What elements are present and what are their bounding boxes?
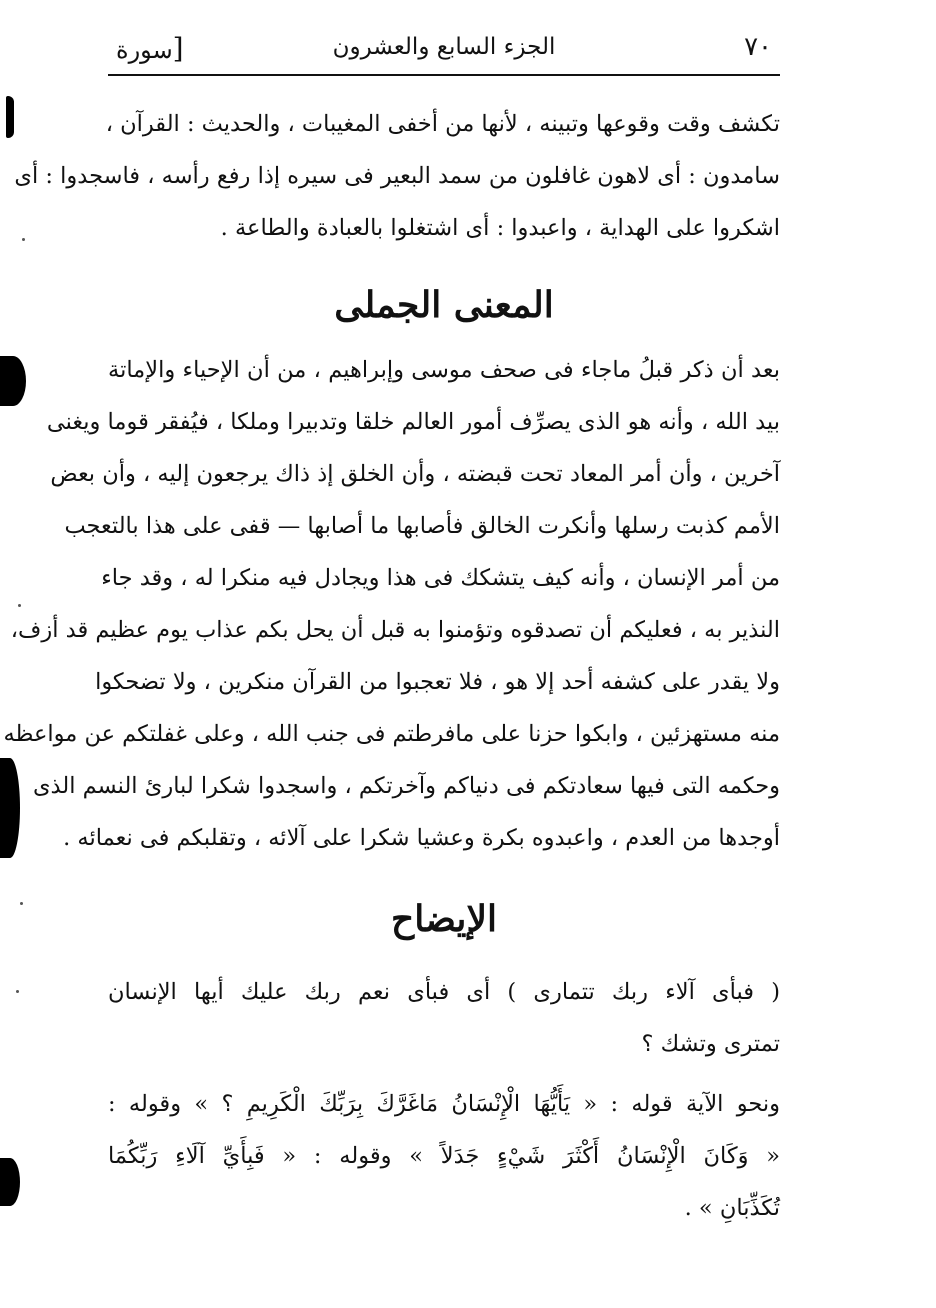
section-2-paragraph-1 xyxy=(108,966,780,1070)
text-line: تُكَذِّبَانِ » . xyxy=(684,1195,780,1221)
text-line: بيد الله ، وأنه هو الذى يصرِّف أمور العالم خلقا وتدبيرا وملكا ، فيُفقر قوما ويغنى xyxy=(46,409,780,435)
text-line: آخرين ، وأن أمر المعاد تحت قبضته ، وأن الخلق إذ ذاك يرجعون إليه ، وأن بعض xyxy=(50,461,780,487)
text-line: « وَكَانَ الْإِنْسَانُ أَكْثَرَ شَيْءٍ جَدَلاً » وقوله : « فَبِأَيِّ آلَاءِ رَبِّكُمَا xyxy=(108,1143,780,1169)
text-line: من أمر الإنسان ، وأنه كيف يتشكك فى هذا ويجادل فيه منكرا له ، وقد جاء xyxy=(101,565,780,591)
scan-margin-mark xyxy=(6,96,14,138)
text-line: بعد أن ذكر قبلُ ماجاء فى صحف موسى وإبراهيم ، من أن الإحياء والإماتة xyxy=(108,357,780,383)
page-number: ٧٠ xyxy=(744,32,772,62)
text-line: النذير به ، فعليكم أن تصدقوه وتؤمنوا به قبل أن يحل بكم عذاب يوم عظيم قد أزف، xyxy=(10,617,780,643)
section-1-paragraph xyxy=(3,344,780,864)
text-line: وحكمه التى فيها سعادتكم فى دنياكم وآخرتكم ، واسجدوا شكرا لبارئ النسم الذى xyxy=(32,773,780,799)
text-line: اشكروا على الهداية ، واعبدوا : أى اشتغلوا بالعبادة والطاعة . xyxy=(220,215,780,241)
scan-speck xyxy=(20,902,23,905)
text-line: الأمم كذبت رسلها وأنكرت الخالق فأصابها ما أصابها — قفى على هذا بالتعجب xyxy=(64,513,780,539)
section-heading: المعنى الجملى xyxy=(334,284,554,326)
text-line: منه مستهزئين ، وابكوا حزنا على مافرطتم فى جنب الله ، وعلى غفلتكم عن مواعظه xyxy=(3,721,780,747)
surah-label-text: سورة xyxy=(116,36,173,64)
text-line: ( فبأى آلاء ربك تتمارى ) أى فبأى نعم ربك عليك أيها الإنسان xyxy=(108,979,780,1005)
section-2-paragraph-2 xyxy=(108,1078,780,1234)
text-line: أوجدها من العدم ، واعبدوه بكرة وعشيا شكرا على آلائه ، وتقلبكم فى نعمائه . xyxy=(63,825,780,851)
scan-margin-mark xyxy=(0,758,20,858)
scan-speck xyxy=(16,990,19,993)
surah-label: [سورة xyxy=(116,32,184,65)
scan-margin-mark xyxy=(0,356,26,406)
scan-margin-mark xyxy=(0,1158,20,1206)
page-header xyxy=(108,26,780,76)
text-line: ولا يقدر على كشفه أحد إلا هو ، فلا تعجبوا من القرآن منكرين ، ولا تضحكوا xyxy=(95,669,780,695)
section-heading: الإيضاح xyxy=(391,898,497,940)
part-title: الجزء السابع والعشرون xyxy=(332,34,556,60)
text-line: ونحو الآية قوله : « يَأَيُّهَا الْإِنْسَانُ مَاغَرَّكَ بِرَبِّكَ الْكَرِيمِ ؟ » وقوله : xyxy=(108,1091,780,1117)
text-line: سامدون : أى لاهون غافلون من سمد البعير فى سيره إذا رفع رأسه ، فاسجدوا : أى xyxy=(14,163,780,189)
text-line: تكشف وقت وقوعها وتبينه ، لأنها من أخفى المغيبات ، والحديث : القرآن ، xyxy=(105,111,780,137)
scan-speck xyxy=(22,238,25,241)
intro-paragraph xyxy=(14,98,780,254)
text-line: تمترى وتشك ؟ xyxy=(641,1031,780,1057)
